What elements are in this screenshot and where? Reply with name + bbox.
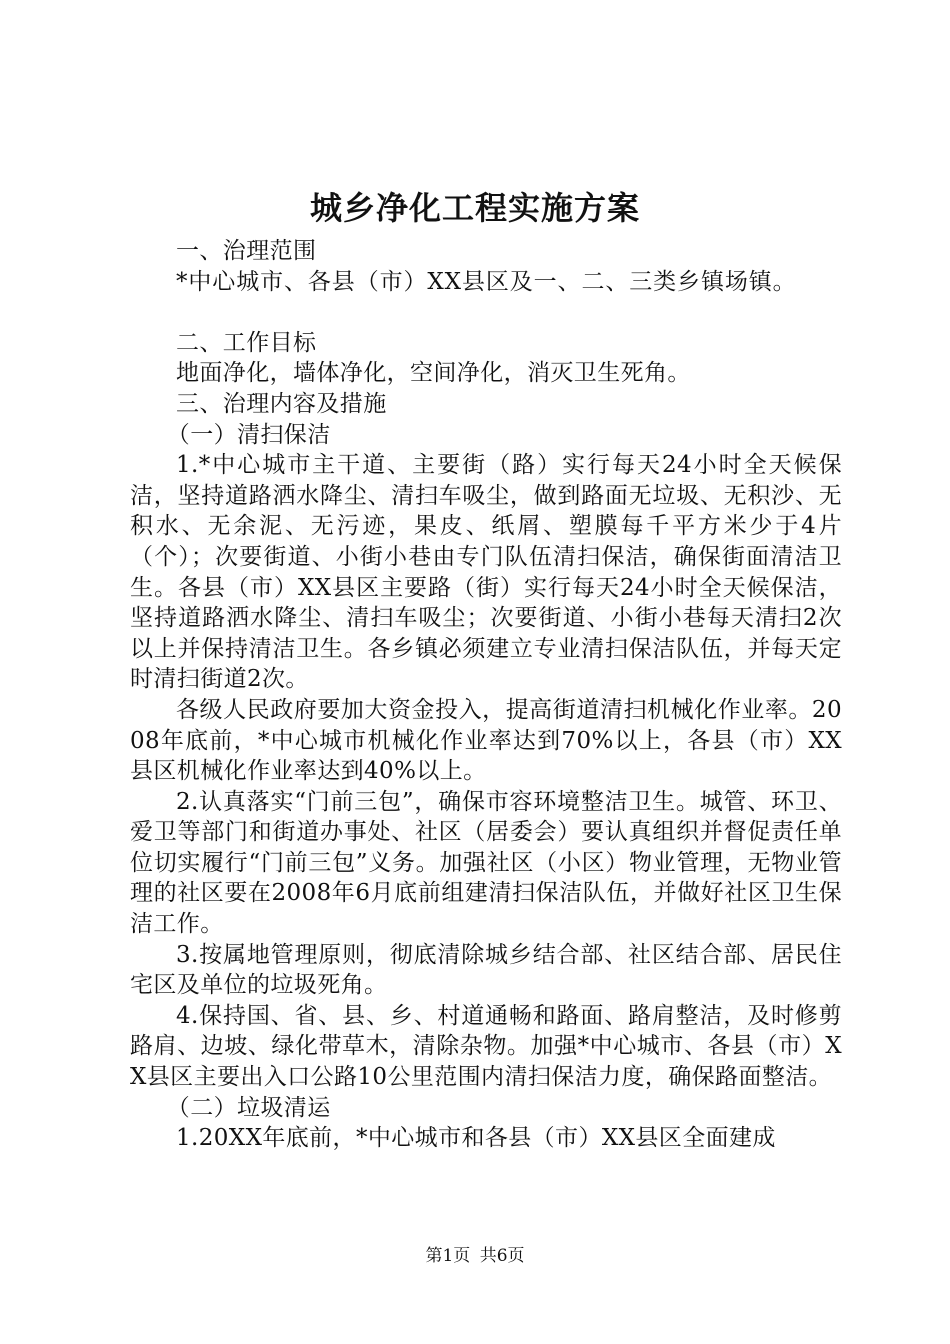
subsection-heading-garbage: （二）垃圾清运 xyxy=(166,1094,331,1121)
page-total: 共6页 xyxy=(479,1246,525,1266)
document-title: 城乡净化工程实施方案 xyxy=(309,189,640,227)
paragraph-cleaning-3: 3.按属地管理原则，彻底清除城乡结合部、社区结合部、居民住宅区及单位的垃圾死角。 xyxy=(130,941,842,999)
subsection-heading-cleaning: （一）清扫保洁 xyxy=(166,421,331,448)
page-number: 第1页 xyxy=(425,1246,471,1266)
paragraph-scope: *中心城市、各县（市）XX县区及一、二、三类乡镇场镇。 xyxy=(176,268,797,295)
paragraph-cleaning-2: 2.认真落实“门前三包”，确保市容环境整洁卫生。城管、环卫、爱卫等部门和街道办事处、社区（居委会）要认真组织并督促责任单位切实履行“门前三包”义务。加强社区（小区）物业管理，无物业管理的社区要在2008年6月底前组建清扫保洁队伍，并做好社区卫生保洁工作。 xyxy=(130,788,842,938)
document-body xyxy=(130,236,842,1154)
paragraph-goals: 地面净化，墙体净化，空间净化，消灭卫生死角。 xyxy=(176,360,691,387)
section-heading-scope: 一、治理范围 xyxy=(176,238,317,264)
paragraph-garbage-1: 1.20XX年底前，*中心城市和各县（市）XX县区全面建成 xyxy=(176,1125,776,1152)
blank-line xyxy=(130,297,842,328)
page-footer xyxy=(0,1244,950,1268)
paragraph-cleaning-4: 4.保持国、省、县、乡、村道通畅和路面、路肩整洁，及时修剪路肩、边坡、绿化带草木，清除杂物。加强*中心城市、各县（市）XX县区主要出入口公路10公里范围内清扫保洁力度，确保路面整洁。 xyxy=(130,1002,842,1091)
section-heading-goals: 二、工作目标 xyxy=(176,329,317,356)
paragraph-mechanization: 各级人民政府要加大资金投入，提高街道清扫机械化作业率。2008年底前，*中心城市机械化作业率达到70%以上，各县（市）XX县区机械化作业率达到40%以上。 xyxy=(130,696,842,785)
paragraph-cleaning-1: 1.*中心城市主干道、主要街（路）实行每天24小时全天候保洁，坚持道路洒水降尘、清扫车吸尘，做到路面无垃圾、无积沙、无积水、无余泥、无污迹，果皮、纸屑、塑膜每千平方米少于4片（个）；次要街道、小街小巷由专门队伍清扫保洁，确保街面清洁卫生。各县（市）XX县区主要路（街）实行每天24小时全天候保洁，坚持道路洒水降尘、清扫车吸尘；次要街道、小街小巷每天清扫2次以上并保持清洁卫生。各乡镇必须建立专业清扫保洁队伍，并每天定时清扫街道2次。 xyxy=(130,452,842,693)
section-heading-measures: 三、治理内容及措施 xyxy=(176,390,387,417)
